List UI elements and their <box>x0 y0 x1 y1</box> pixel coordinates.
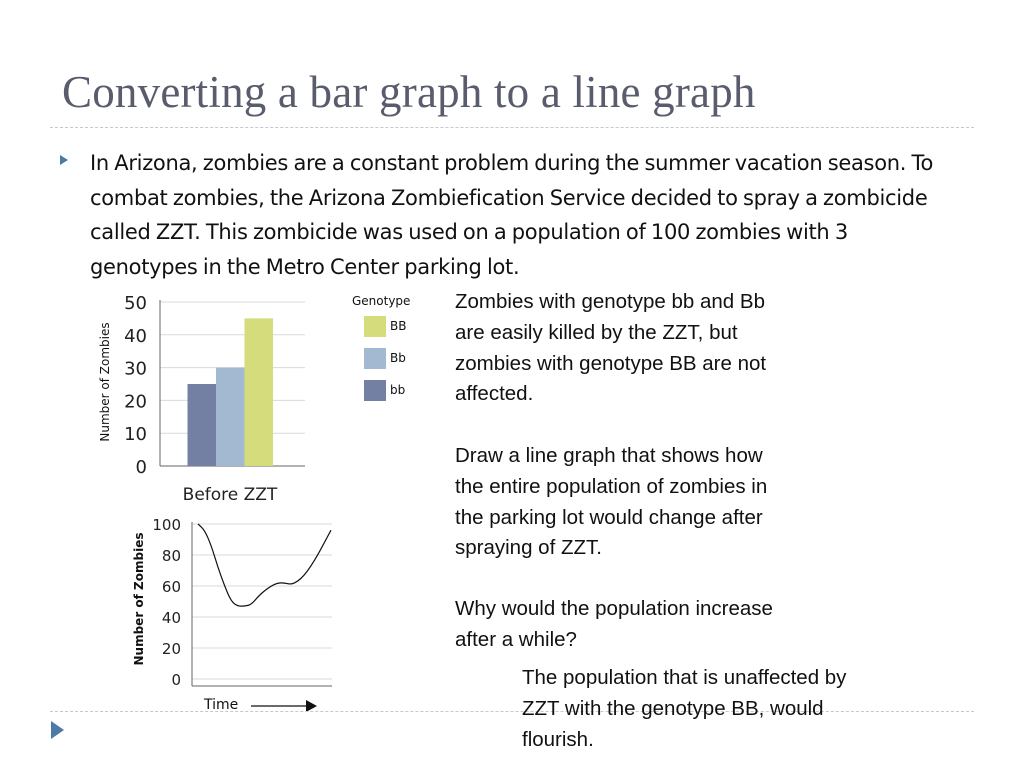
line-chart-ylabel: Number of Zombies <box>132 532 146 666</box>
line-y-tick-label: 100 <box>152 516 181 534</box>
bar-y-tick-label: 0 <box>135 457 147 478</box>
line-chart-xlabel: Time <box>204 697 239 713</box>
line-y-tick-label: 0 <box>171 671 181 689</box>
legend-label-Bb: Bb <box>390 351 406 365</box>
bullet-text: In Arizona, zombies are a constant problem during the summer vacation season. To combat zombies, the Arizona Zombiefication Service decided to spray a zombicide called ZZT. This zombicide was used on a population of 100 zombies with 3 genotypes in the Metro Center parking lot. <box>90 151 934 279</box>
line-y-tick-label: 60 <box>161 578 181 596</box>
line-chart-axes <box>192 522 332 686</box>
paragraph-question: Why would the population increase after a while? <box>455 597 773 651</box>
answer-text: The population that is unaffected by ZZT with the genotype BB, would flourish. <box>522 666 847 751</box>
slide-title: Converting a bar graph to a line graph <box>62 67 756 117</box>
bar-y-tick-label: 40 <box>124 325 147 347</box>
line-y-tick-label: 20 <box>161 640 181 658</box>
bar-y-tick-label: 50 <box>124 293 147 314</box>
bar-y-tick-label: 10 <box>124 424 147 446</box>
bar-chart-xlabel: Before ZZT <box>182 485 278 505</box>
line-chart-gridlines <box>192 524 332 679</box>
bar-y-tick-label: 30 <box>124 358 147 380</box>
next-slide-arrow-icon[interactable] <box>51 721 64 739</box>
paragraph-genotype-effect: Zombies with genotype bb and Bb are easily killed by the ZZT, but zombies with genotype BB are not affected. <box>455 290 767 406</box>
legend-title: Genotype <box>352 294 411 308</box>
line-y-tick-label: 40 <box>161 609 181 627</box>
paragraph-instruction: Draw a line graph that shows how the entire population of zombies in the parking lot would change after spraying of ZZT. <box>455 444 768 560</box>
bar-y-tick-label: 20 <box>124 391 147 413</box>
line-chart-series-line <box>198 524 331 606</box>
bar-chart-ylabel: Number of Zombies <box>98 322 112 442</box>
legend-label-bb: bb <box>390 383 406 397</box>
line-y-tick-label: 80 <box>161 547 181 565</box>
legend-label-BB: BB <box>390 319 407 333</box>
line-chart-tick-labels <box>152 516 181 689</box>
